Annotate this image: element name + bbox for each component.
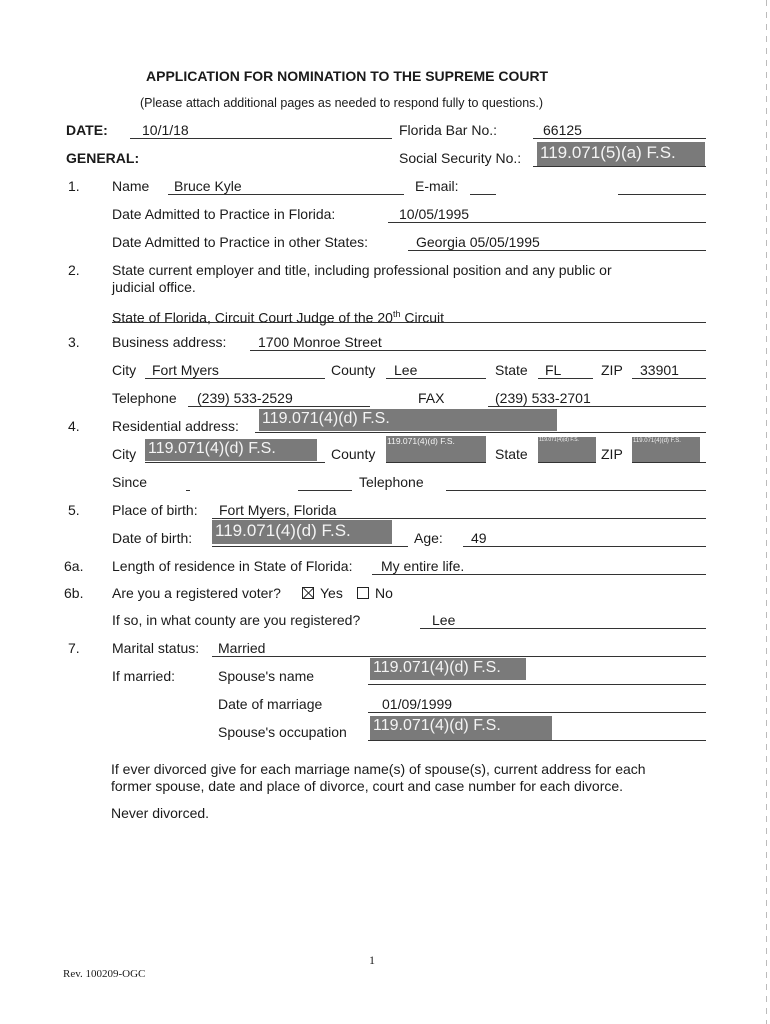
since-tick bbox=[186, 490, 190, 491]
business-fax-value: (239) 533-2701 bbox=[495, 390, 591, 406]
scan-edge bbox=[766, 0, 767, 1024]
divorce-question-line1: If ever divorced give for each marriage name(s) of spouse(s), current address for each bbox=[111, 761, 646, 777]
bar-line bbox=[533, 138, 706, 139]
spouse-occupation-line bbox=[368, 740, 706, 741]
residence-length-label: Length of residence in State of Florida: bbox=[112, 558, 353, 574]
since-label: Since bbox=[112, 474, 148, 490]
residence-length-value: My entire life. bbox=[381, 558, 465, 574]
residential-phone-label: Telephone bbox=[359, 474, 424, 490]
residential-city-label: City bbox=[112, 446, 137, 462]
marriage-date-label: Date of marriage bbox=[218, 696, 323, 712]
form-title: APPLICATION FOR NOMINATION TO THE SUPREME COURT bbox=[146, 68, 549, 84]
residential-county-redaction: 119.071(4)(d) F.S. bbox=[386, 436, 486, 462]
voter-no-label: No bbox=[375, 585, 393, 601]
registered-county-label: If so, in what county are you registered? bbox=[112, 612, 361, 628]
spouse-name-label: Spouse's name bbox=[218, 668, 315, 684]
residence-length-line bbox=[372, 574, 706, 575]
dob-line bbox=[212, 546, 408, 547]
registered-county-value: Lee bbox=[432, 612, 456, 628]
residential-city-redaction: 119.071(4)(d) F.S. bbox=[145, 439, 317, 461]
business-county-line bbox=[386, 378, 486, 379]
marital-status-line bbox=[212, 656, 706, 657]
business-zip-label: ZIP bbox=[601, 362, 623, 378]
residential-address-redaction: 119.071(4)(d) F.S. bbox=[259, 409, 557, 431]
if-married-label: If married: bbox=[112, 668, 176, 684]
business-county-value: Lee bbox=[394, 362, 418, 378]
business-fax-label: FAX bbox=[418, 390, 445, 406]
voter-yes-label: Yes bbox=[320, 585, 343, 601]
dob-redaction: 119.071(4)(d) F.S. bbox=[212, 520, 392, 544]
business-fax-line bbox=[488, 406, 706, 407]
marital-status-value: Married bbox=[218, 640, 266, 656]
pob-line bbox=[212, 518, 706, 519]
business-city-line bbox=[145, 378, 325, 379]
ssn-redaction: 119.071(5)(a) F.S. bbox=[537, 142, 705, 166]
revision-code: Rev. 100209-OGC bbox=[63, 968, 146, 980]
registered-voter-label: Are you a registered voter? bbox=[112, 585, 281, 601]
q6b-number: 6b. bbox=[64, 585, 84, 601]
pob-label: Place of birth: bbox=[112, 502, 198, 518]
q3-number: 3. bbox=[68, 334, 80, 350]
residential-zip-redaction: 119.071(4)(d) F.S. bbox=[632, 437, 700, 462]
pob-value: Fort Myers, Florida bbox=[219, 502, 337, 518]
age-value: 49 bbox=[471, 530, 487, 546]
business-address-line bbox=[250, 350, 706, 351]
email-label: E-mail: bbox=[415, 178, 459, 194]
q1-number: 1. bbox=[68, 178, 80, 194]
ssn-line bbox=[533, 166, 706, 167]
residential-state-redaction: 119.071(4)(d) F.S. bbox=[538, 437, 596, 462]
age-line bbox=[463, 546, 706, 547]
business-city-value: Fort Myers bbox=[152, 362, 219, 378]
business-county-label: County bbox=[331, 362, 376, 378]
spouse-occupation-label: Spouse's occupation bbox=[218, 724, 347, 740]
email-line-a bbox=[470, 194, 496, 195]
business-state-value: FL bbox=[545, 362, 562, 378]
admitted-fl-line bbox=[388, 222, 706, 223]
marital-status-label: Marital status: bbox=[112, 640, 200, 656]
admitted-fl-label: Date Admitted to Practice in Florida: bbox=[112, 206, 336, 222]
business-phone-line bbox=[188, 406, 370, 407]
voter-no-checkbox[interactable] bbox=[357, 587, 369, 599]
spouse-name-line bbox=[368, 684, 706, 685]
ssn-label: Social Security No.: bbox=[399, 150, 522, 166]
admitted-other-label: Date Admitted to Practice in other States: bbox=[112, 234, 369, 250]
q5-number: 5. bbox=[68, 502, 80, 518]
residential-zip-line bbox=[632, 462, 706, 463]
spouse-name-redaction: 119.071(4)(d) F.S. bbox=[370, 658, 526, 680]
residential-address-line bbox=[255, 432, 706, 433]
date-value: 10/1/18 bbox=[142, 122, 189, 138]
since-line bbox=[298, 490, 352, 491]
q6a-number: 6a. bbox=[64, 558, 84, 574]
age-label: Age: bbox=[414, 530, 443, 546]
business-zip-line bbox=[632, 378, 706, 379]
voter-yes-checkbox[interactable] bbox=[302, 587, 314, 599]
q4-number: 4. bbox=[68, 418, 80, 434]
business-address-label: Business address: bbox=[112, 334, 227, 350]
business-phone-value: (239) 533-2529 bbox=[197, 390, 293, 406]
name-label: Name bbox=[112, 178, 150, 194]
residential-zip-label: ZIP bbox=[601, 446, 623, 462]
date-label: DATE: bbox=[66, 122, 108, 138]
q2-answer-line bbox=[112, 322, 706, 323]
name-value: Bruce Kyle bbox=[174, 178, 242, 194]
residential-state-label: State bbox=[495, 446, 528, 462]
bar-value: 66125 bbox=[543, 122, 582, 138]
business-state-line bbox=[538, 378, 593, 379]
q2-text-line1: State current employer and title, including professional position and any public or bbox=[112, 262, 612, 278]
general-heading: GENERAL: bbox=[66, 150, 140, 166]
q2-text-line2: judicial office. bbox=[112, 279, 196, 295]
marriage-date-line bbox=[368, 712, 706, 713]
business-address-value: 1700 Monroe Street bbox=[258, 334, 382, 350]
page-number: 1 bbox=[369, 953, 375, 967]
q2-number: 2. bbox=[68, 262, 80, 278]
residential-address-label: Residential address: bbox=[112, 418, 239, 434]
q2-answer-suffix: Circuit bbox=[400, 309, 445, 326]
business-zip-value: 33901 bbox=[640, 362, 679, 378]
q2-answer-main: State of Florida, Circuit Court Judge of the 20 bbox=[112, 309, 393, 326]
business-city-label: City bbox=[112, 362, 137, 378]
name-line bbox=[168, 194, 404, 195]
bar-label: Florida Bar No.: bbox=[399, 122, 498, 138]
form-subtitle: (Please attach additional pages as needed to respond fully to questions.) bbox=[140, 96, 544, 110]
divorce-answer: Never divorced. bbox=[111, 805, 210, 821]
admitted-other-value: Georgia 05/05/1995 bbox=[416, 234, 540, 250]
registered-county-line bbox=[420, 628, 706, 629]
residential-state-line bbox=[538, 462, 596, 463]
divorce-question-line2: former spouse, date and place of divorce, court and case number for each divorce. bbox=[111, 778, 624, 794]
date-line bbox=[130, 138, 392, 139]
residential-city-line bbox=[145, 462, 325, 463]
email-line-b bbox=[618, 194, 706, 195]
residential-county-line bbox=[386, 462, 486, 463]
q7-number: 7. bbox=[68, 640, 80, 656]
business-phone-label: Telephone bbox=[112, 390, 177, 406]
dob-label: Date of birth: bbox=[112, 530, 193, 546]
business-state-label: State bbox=[495, 362, 528, 378]
admitted-fl-value: 10/05/1995 bbox=[399, 206, 470, 222]
residential-county-label: County bbox=[331, 446, 376, 462]
marriage-date-value: 01/09/1999 bbox=[382, 696, 453, 712]
residential-phone-line bbox=[446, 490, 706, 491]
admitted-other-line bbox=[408, 250, 706, 251]
q2-answer-sup: th bbox=[392, 309, 401, 319]
spouse-occupation-redaction: 119.071(4)(d) F.S. bbox=[370, 716, 552, 740]
